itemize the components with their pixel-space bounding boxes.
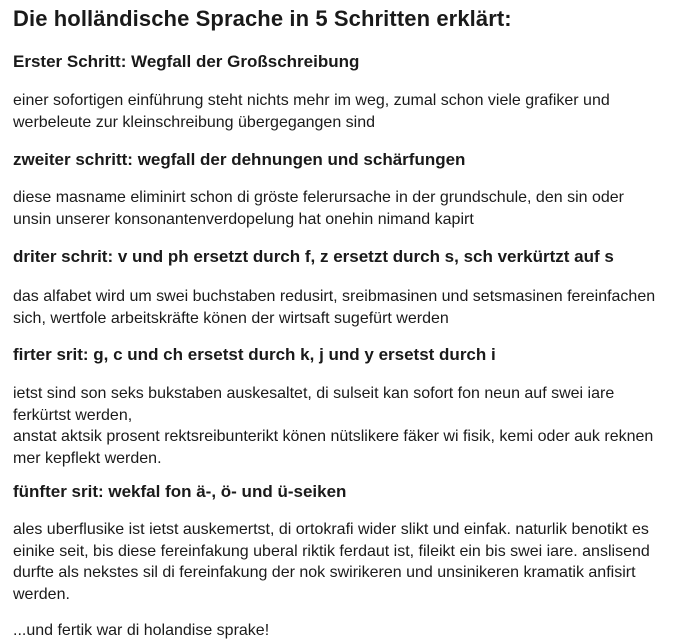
step-2-line: unsin unserer konsonantenverdopelung hat onehin nimand kapirt <box>13 210 474 228</box>
step-4-line: ietst sind son seks bukstaben auskesaltet, di sulseit kan sofort fon neun auf swei iare <box>13 385 615 402</box>
page-title: Die holländische Sprache in 5 Schritten erklärt: <box>13 6 512 31</box>
step-5-heading: fünfter srit: wekfal fon ä-, ö- und ü-seiken <box>13 482 347 501</box>
step-3-line: das alfabet wird um swei buchstaben redusirt, sreibmasinen und setsmasinen fereinfachen <box>13 288 656 305</box>
step-5-line: ales uberflusike ist ietst auskemertst, di ortokrafi wider slikt und einfak. naturlik benotikt es <box>13 521 649 538</box>
step-5-line: durfte als nekstes sil di fereinfakung der nok swirikeren und unsinikeren kramatik anfisirt <box>13 564 636 581</box>
step-4-line: anstat aktsik prosent rektsreibunterikt könen nütslikere fäker wi fisik, kemi oder auk reknen <box>13 428 654 445</box>
step-4-line: ferkürtst werden, <box>13 406 133 424</box>
step-5-text <box>13 519 697 605</box>
step-1-heading: Erster Schritt: Wegfall der Großschreibung <box>13 52 360 71</box>
closing-text: ...und fertik war di holandise sprake! <box>13 622 270 639</box>
step-1-text <box>13 90 697 133</box>
step-2-heading: zweiter schritt: wegfall der dehnungen und schärfungen <box>13 150 466 169</box>
step-1-line: einer sofortigen einführung steht nichts mehr im weg, zumal schon viele grafiker und <box>13 92 610 109</box>
step-5-line: einike seit, bis diese fereinfakung uberal riktik ferdaut ist, fileikt ein bis swei iare. anslisend <box>13 542 650 560</box>
step-2-text <box>13 187 697 230</box>
step-1-line: werbeleute zur kleinschreibung übergegangen sind <box>13 113 376 131</box>
step-4-line: mer kepflekt werden. <box>13 449 162 467</box>
step-4-text <box>13 383 697 469</box>
step-3-heading: driter schrit: v und ph ersetzt durch f, z ersetzt durch s, sch verkürtzt auf s <box>13 247 614 266</box>
step-3-line: sich, wertfole arbeitskräfte könen der wirtsaft sugefürt werden <box>13 309 449 327</box>
step-2-line: diese masname eliminirt schon di gröste felerursache in der grundschule, den sin oder <box>13 189 624 206</box>
step-4-heading: firter srit: g, c und ch ersetst durch k, j und y ersetst durch i <box>13 345 496 364</box>
step-5-line: werden. <box>13 585 70 603</box>
step-3-text <box>13 286 697 329</box>
closing-line <box>13 620 697 642</box>
